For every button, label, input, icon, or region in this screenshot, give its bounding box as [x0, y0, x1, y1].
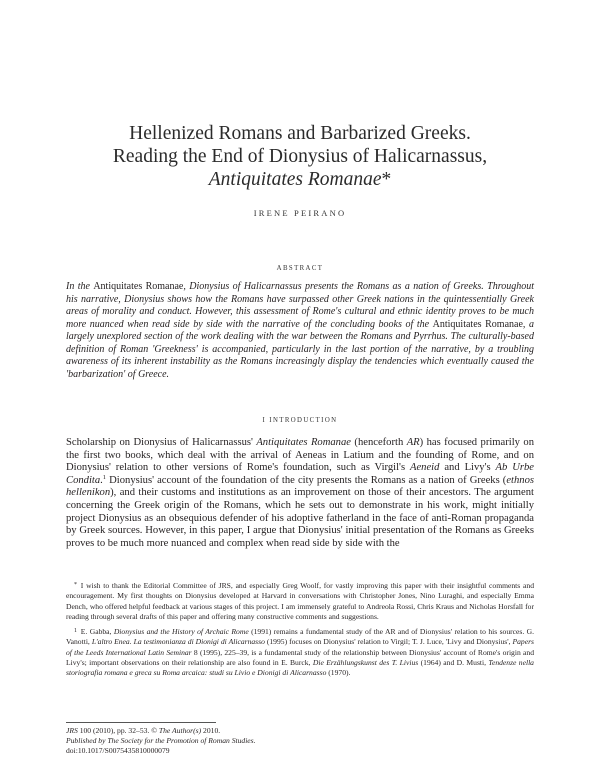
- abstract-text: [66, 281, 534, 381]
- title-line-1: Hellenized Romans and Barbarized Greeks.: [129, 123, 471, 144]
- text-run: Scholarship on Dionysius of Halicarnassus': [66, 437, 257, 448]
- copyright-holder: The Author(s): [158, 726, 202, 735]
- text-run: Antiquitates Romanae: [432, 318, 523, 330]
- text-run: Dionysius and the History of Archaic Rome: [113, 627, 249, 637]
- text-run: Tendenze nella storiografia romana e greca su Roma arcaica: studi su Livio e Dionigi di Alicarnasso: [66, 658, 534, 678]
- text-run: (1991) remains a fundamental study of the AR and of Dionysius' relation to his sources. G. Vanotti,: [66, 627, 535, 647]
- doi-line: doi:10.1017/S0075435810000079: [66, 746, 170, 755]
- text-run: Papers of the Leeds International Latin Seminar: [66, 637, 534, 657]
- text-run: AR: [406, 437, 420, 448]
- title-line-3: [60, 168, 540, 191]
- title-line-2: Reading the End of Dionysius of Halicarnassus,: [112, 146, 488, 167]
- publisher-line: Published by The Society for the Promotion of Roman Studies.: [66, 736, 256, 745]
- text-run: ethnos hellenikon: [66, 474, 534, 499]
- footnote: [66, 580, 534, 622]
- introduction-heading: I INTRODUCTION: [262, 417, 338, 424]
- article-title: [60, 122, 540, 191]
- text-run: (1995) focuses on Dionysius' relation to Virgil; T. J. Luce, 'Livy and Dionysius',: [264, 637, 513, 647]
- author-name: IRENE PEIRANO: [253, 208, 347, 218]
- text-run: E. Gabba,: [80, 627, 114, 637]
- text-run: (1964) and D. Musti,: [418, 658, 489, 668]
- introduction-paragraph: [66, 437, 534, 550]
- text-run: (1970).: [326, 668, 351, 678]
- text-run: (henceforth: [350, 437, 407, 448]
- footnote-mark: 1: [74, 628, 77, 635]
- text-run: ), and their customs and institutions as an improvement on those of their ancestors. The argument concerning the Greek origin of the Romans, which he sets out to demonstrate in his work, might initially project Dionysius as an obsequious defender of his adoptive fatherland in the face of anti-Roman propaganda by Greek sources. However, in this paper, I argue that Dionysius' initial presentation of the Romans as Greeks proves to be much more nuanced and complex when read side by side with the: [66, 487, 534, 549]
- text-run: and Livy's: [439, 462, 496, 474]
- text-run: , a largely unexplored section of the work dealing with the war between the Romans and Pyrrhus. The culturally-based definition of Roman 'Greekness' is accompanied, particularly in the last portion of the narrative, by a troubling awareness of its inherent instability as the Romans increasingly display the tendencies which eventually caused the 'barbarization' of Greece.: [66, 318, 534, 380]
- text-run: Antiquitates Romanae: [256, 437, 351, 448]
- journal-citation: [66, 726, 534, 736]
- copyright-year: 2010.: [201, 726, 221, 735]
- title-italic-work: Antiquitates Romanae: [208, 169, 382, 190]
- text-run: Die Erzählungskunst des T. Livius: [312, 658, 419, 668]
- text-run: In the: [66, 281, 94, 292]
- title-footnote-mark: *: [381, 169, 392, 190]
- footnote: [66, 626, 534, 678]
- journal-abbrev: JRS: [66, 726, 78, 735]
- text-run: ) has focused primarily on the first two books, which deal with the arrival of Aeneas in Latium and the founding of Rome, and on Dionysius' relation to other versions of Rome's foundation, such as Virgil's: [66, 437, 534, 474]
- text-run: Antiquitates Romanae: [93, 281, 184, 292]
- footnote-reference: 1: [102, 473, 107, 481]
- text-run: L'altro Enea. La testimonianza di Dionigi di Alicarnasso: [91, 637, 265, 647]
- text-run: 8 (1995), 225–39, is a fundamental study of the relationship between Dionysius' account of Rome's origin and Livy's; important observations on their relationship are also found in E. Burck,: [66, 647, 534, 668]
- text-run: Dionysius' account of the foundation of the city presents the Romans as a nation of Greeks (: [106, 474, 507, 486]
- text-run: .: [100, 474, 103, 486]
- text-run: I wish to thank the Editorial Committee of JRS, and especially Greg Woolf, for vastly improving this paper with their insightful comments and encouragement. My first thoughts on Dionysius developed at Harvard in conversations with Christopher Jones, Nino Luraghi, and especially Emma Dench, who offered helpful feedback at various stages of this project. I am immensely grateful to Andreola Rossi, Chris Kraus and Nicholas Horsfall for reading through several drafts of this paper and offering many constructive comments and suggestions.: [66, 581, 534, 621]
- abstract-heading: ABSTRACT: [276, 265, 324, 272]
- citation-details: 100 (2010), pp. 32–53. ©: [77, 726, 159, 735]
- footnote-mark: *: [74, 582, 77, 588]
- publication-info: [66, 726, 534, 756]
- text-run: , Dionysius of Halicarnassus presents the Romans as a nation of Greeks. Throughout his narrative, Dionysius shows how the Romans have surpassed other Greek nations in the quintessentially Greek areas of morality and conduct. However, this assessment of Rome's cultural and ethnic identity proves to be much more nuanced when read side by side with the narrative of the concluding books of the: [66, 281, 535, 330]
- footer-divider: [66, 722, 216, 723]
- text-run: Ab Urbe Condita: [66, 462, 534, 486]
- text-run: Aeneid: [410, 462, 440, 474]
- footnotes: [66, 580, 534, 679]
